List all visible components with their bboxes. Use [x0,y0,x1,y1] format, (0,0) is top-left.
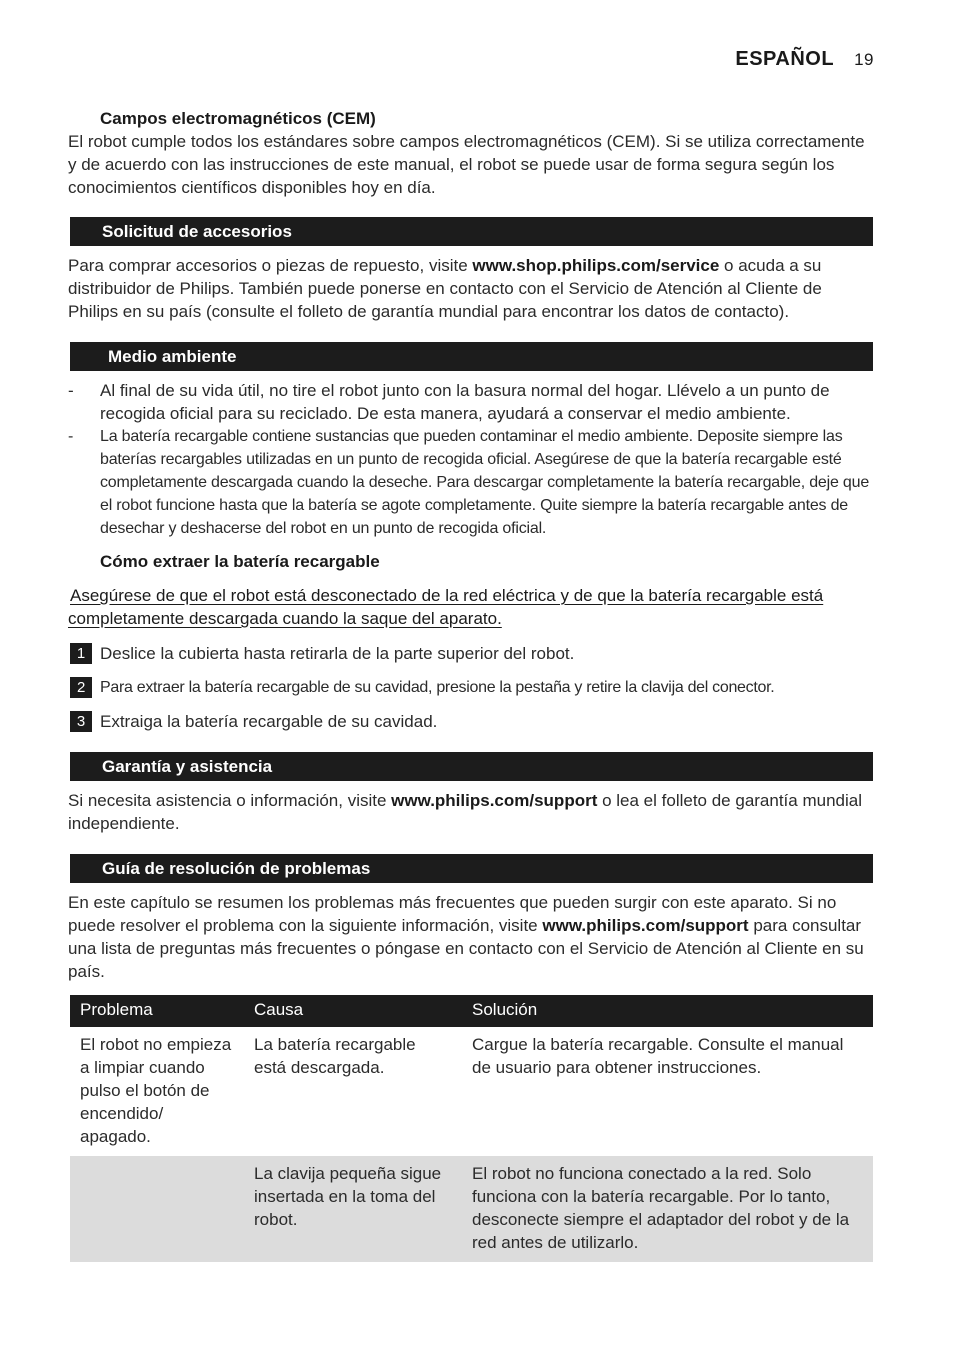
table-row [70,1027,873,1156]
battery-title: Cómo extraer la batería recargable [100,552,380,571]
battery-warning: Asegúrese de que el robot está desconectado de la red eléctrica y de que la batería recargable está completamente descargada cuando la saque del aparato. [68,586,824,628]
table-cell: El robot no funciona conectado a la red. Solo funciona con la batería recargable. Por lo tanto, desconecte siempre el adaptador del robot y de la red antes de utilizarlo. [462,1156,873,1262]
column-header-cause: Causa [244,995,462,1027]
section-troubleshooting [68,854,873,1262]
column-header-problem: Problema [70,995,244,1027]
section-cem [68,107,873,199]
section-warranty [68,752,873,835]
accessories-text-before: Para comprar accesorios o piezas de repuesto, visite [68,256,473,275]
list-item: - Al final de su vida útil, no tire el robot junto con la basura normal del hogar. Llévelo a un punto de recogida oficial para su reciclado. De esta manera, ayudará a conservar el medio ambiente. [68,379,873,425]
step-text: Para extraer la batería recargable de su cavidad, presione la pestaña y retire la clavija del conector. [100,679,775,696]
section-battery [68,550,873,733]
troubleshooting-body [68,891,873,983]
accessories-body [68,254,873,323]
shop-link[interactable]: www.shop.philips.com/service [472,256,720,275]
warranty-title: Garantía y asistencia [70,752,873,781]
step-1 [68,642,873,665]
environment-title: Medio ambiente [70,342,873,371]
step-text: Deslice la cubierta hasta retirarla de la parte superior del robot. [100,644,575,663]
troubleshooting-text-after: para consultar una lista de preguntas más frecuentes o póngase en contacto con el Servicio de Atención al Cliente en su país. [68,916,864,981]
step-3 [68,710,873,733]
list-item: - La batería recargable contiene sustancias que pueden contaminar el medio ambiente. Deposite siempre las baterías recargables utilizadas en un punto de recogida oficial. Asegúrese de que la batería recargable esté completamente descargada cuando la deseche. Para descargar completamente la batería recargable, deje que el robot funcione hasta que la batería se agote completamente. Quite siempre la batería recargable antes de desechar y deshacerse del robot en un punto de recogida oficial. [68,425,873,540]
page-number: 19 [854,50,874,69]
table-cell [70,1156,244,1262]
step-number: 2 [70,677,92,698]
troubleshooting-title: Guía de resolución de problemas [70,854,873,883]
step-number: 3 [70,711,92,732]
warranty-body [68,789,873,835]
step-number: 1 [70,643,92,664]
section-accessories [68,217,873,323]
warranty-text-after: o lea el folleto de garantía mundial independiente. [68,791,862,833]
accessories-title: Solicitud de accesorios [70,217,873,246]
column-header-solution: Solución [462,995,873,1027]
table-cell: El robot no empieza a limpiar cuando pulso el botón de encendido/ apagado. [80,1035,232,1146]
step-text: Extraiga la batería recargable de su cavidad. [100,712,438,731]
table-row [70,1156,873,1262]
support-link[interactable]: www.philips.com/support [542,916,749,935]
troubleshooting-table [70,995,873,1262]
section-environment [68,342,873,540]
environment-list [68,379,873,540]
table-cell: Cargue la batería recargable. Consulte el manual de usuario para obtener instrucciones. [472,1035,844,1077]
cem-body: El robot cumple todos los estándares sobre campos electromagnéticos (CEM). Si se utiliza correctamente y de acuerdo con las instrucciones de este manual, el robot se puede usar de forma segura según los conocimientos científicos disponibles hoy en día. [68,132,865,197]
page-header [735,48,874,71]
language-label: ESPAÑOL [735,48,835,70]
cem-title: Campos electromagnéticos (CEM) [100,109,376,128]
step-2 [68,676,873,699]
table-cell: La clavija pequeña sigue insertada en la toma del robot. [244,1156,462,1262]
table-cell: La batería recargable está descargada. [254,1035,416,1077]
warranty-text-before: Si necesita asistencia o información, visite [68,791,392,810]
accessories-text-after: o acuda a su distribuidor de Philips. También puede ponerse en contacto con el Servicio de Atención al Cliente de Philips en su país (consulte el folleto de garantía mundial para encontrar los datos de contacto). [68,256,822,321]
troubleshooting-text-before: En este capítulo se resumen los problemas más frecuentes que pueden surgir con este aparato. Si no puede resolver el problema con la siguiente información, visite [68,893,837,935]
support-link[interactable]: www.philips.com/support [391,791,598,810]
table-header-row [70,995,873,1027]
